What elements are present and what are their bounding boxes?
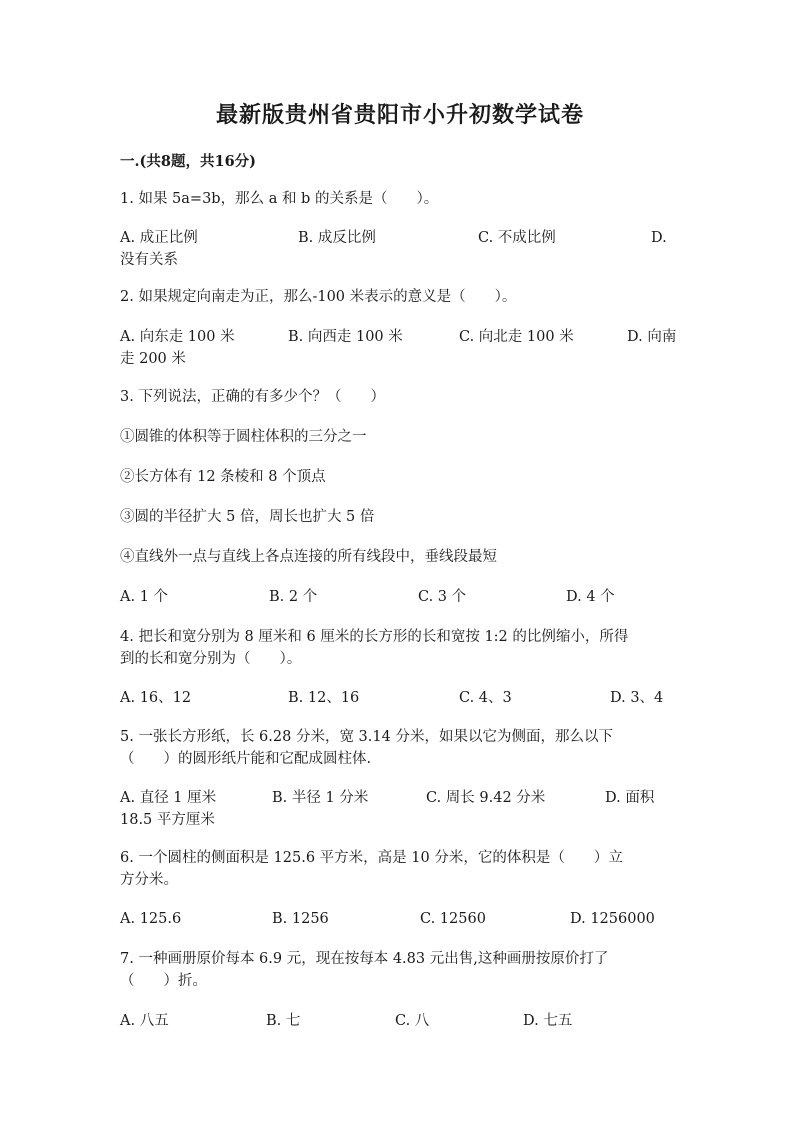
question-5-options — [120, 787, 680, 831]
statement-2: ②长方体有 12 条棱和 8 个顶点 — [120, 469, 326, 485]
option-d[interactable]: D. 向南 — [627, 329, 677, 345]
option-b[interactable]: B. 成反比例 — [298, 230, 376, 246]
question-5-line-2: （ ）的圆形纸片能和它配成圆柱体. — [120, 751, 372, 767]
option-d[interactable]: D. 七五 — [523, 1013, 573, 1029]
statement-4: ④直线外一点与直线上各点连接的所有线段中，垂线段最短 — [120, 549, 497, 565]
question-6-line-2: 方分米。 — [120, 872, 178, 888]
question-2-options — [120, 326, 680, 370]
statement-1: ①圆锥的体积等于圆柱体积的三分之一 — [120, 429, 367, 445]
option-d[interactable]: D. — [651, 230, 667, 246]
option-c[interactable]: C. 3 个 — [418, 589, 467, 605]
question-7-options — [120, 1010, 680, 1054]
option-d-continued: 18.5 平方厘米 — [120, 812, 215, 828]
option-a[interactable]: A. 16、12 — [120, 690, 192, 706]
option-d-continued: 没有关系 — [120, 252, 178, 268]
option-b[interactable]: B. 七 — [266, 1013, 301, 1029]
option-b[interactable]: B. 向西走 100 米 — [288, 329, 403, 345]
option-c[interactable]: C. 12560 — [420, 911, 486, 927]
option-a[interactable]: A. 1 个 — [120, 589, 169, 605]
option-d[interactable]: D. 1256000 — [570, 911, 655, 927]
question-6-options — [120, 908, 680, 952]
option-d[interactable]: D. 3、4 — [610, 690, 664, 706]
question-1: 1. 如果 5a=3b，那么 a 和 b 的关系是（ ）。 — [120, 191, 439, 207]
option-a[interactable]: A. 向东走 100 米 — [120, 329, 235, 345]
option-b[interactable]: B. 2 个 — [269, 589, 318, 605]
option-a[interactable]: A. 八五 — [120, 1013, 169, 1029]
option-c[interactable]: C. 不成比例 — [478, 230, 556, 246]
option-c[interactable]: C. 八 — [395, 1013, 430, 1029]
question-6-line-1: 6. 一个圆柱的侧面积是 125.6 平方米，高是 10 分米，它的体积是（ ）立 — [120, 850, 623, 866]
option-d-continued: 走 200 米 — [120, 351, 186, 367]
question-1-options — [120, 227, 680, 271]
page-title: 最新版贵州省贵阳市小升初数学试卷 — [215, 102, 584, 128]
statement-3: ③圆的半径扩大 5 倍，周长也扩大 5 倍 — [120, 509, 375, 525]
option-c[interactable]: C. 向北走 100 米 — [459, 329, 574, 345]
option-c[interactable]: C. 周长 9.42 分米 — [426, 790, 546, 806]
section-heading: 一.(共8题，共16分) — [120, 153, 257, 170]
option-a[interactable]: A. 成正比例 — [120, 230, 198, 246]
question-3: 3. 下列说法，正确的有多少个？（ ） — [120, 389, 385, 405]
option-d[interactable]: D. 4 个 — [566, 589, 615, 605]
option-b[interactable]: B. 1256 — [272, 911, 329, 927]
question-4-line-2: 到的长和宽分别为（ ）。 — [120, 651, 302, 667]
question-4-options — [120, 687, 680, 731]
question-7-line-2: （ ）折。 — [120, 973, 207, 989]
question-4-line-1: 4. 把长和宽分别为 8 厘米和 6 厘米的长方形的长和宽按 1:2 的比例缩小，所得 — [120, 629, 629, 645]
option-c[interactable]: C. 4、3 — [459, 690, 512, 706]
option-b[interactable]: B. 半径 1 分米 — [272, 790, 369, 806]
question-2: 2. 如果规定向南走为正，那么-100 米表示的意义是（ ）。 — [120, 289, 517, 305]
option-a[interactable]: A. 直径 1 厘米 — [120, 790, 217, 806]
option-d[interactable]: D. 面积 — [605, 790, 655, 806]
question-5-line-1: 5. 一张长方形纸，长 6.28 分米，宽 3.14 分米，如果以它为侧面，那么以下 — [120, 729, 613, 745]
option-a[interactable]: A. 125.6 — [120, 911, 182, 927]
option-b[interactable]: B. 12、16 — [288, 690, 360, 706]
question-7-line-1: 7. 一种画册原价每本 6.9 元，现在按每本 4.83 元出售,这种画册按原价打了 — [120, 951, 609, 967]
question-3-options — [120, 586, 680, 630]
